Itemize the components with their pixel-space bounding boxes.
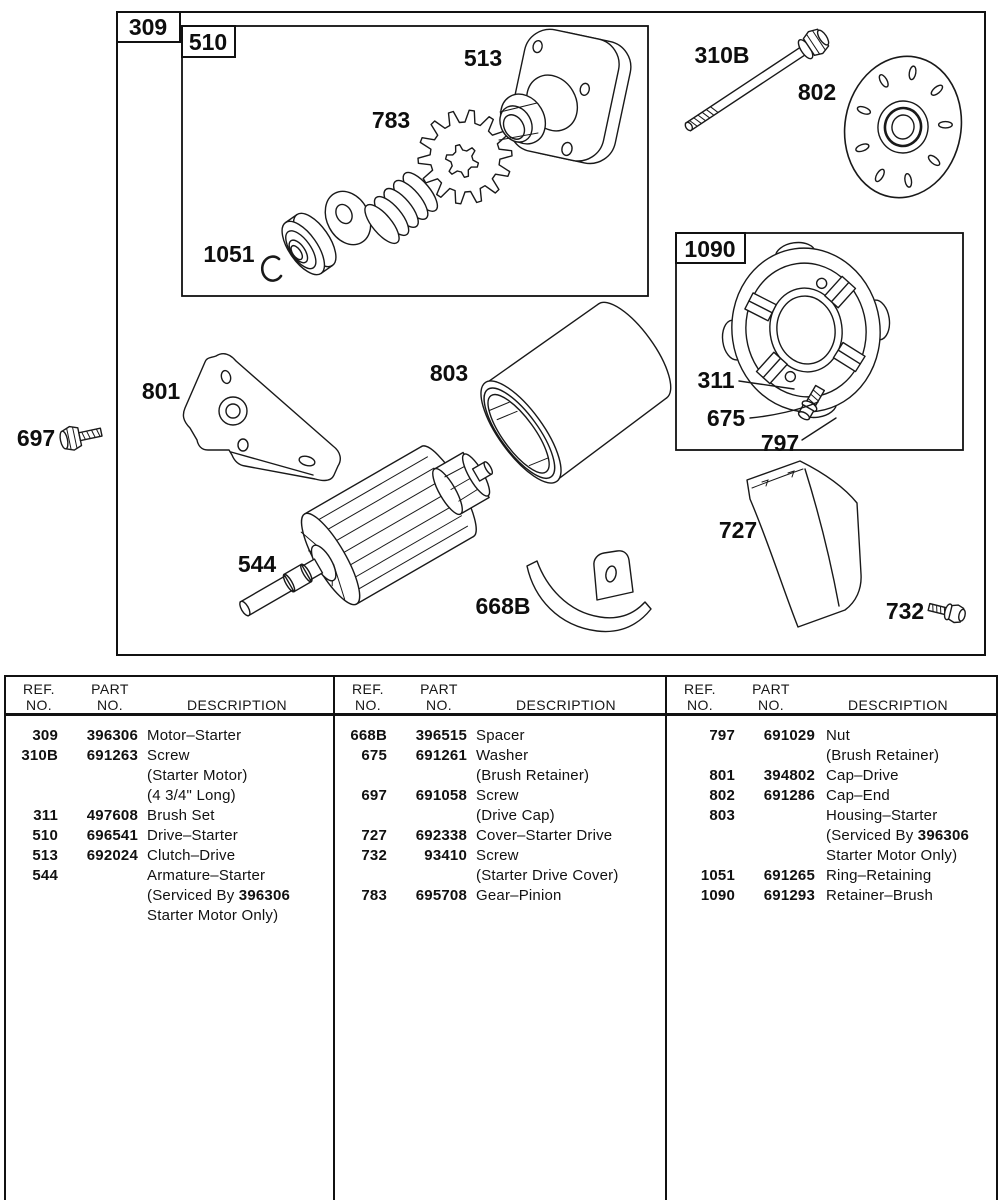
rows-container (6, 726, 333, 926)
brush-retainer-art (697, 231, 901, 456)
parts-column (6, 677, 333, 1200)
parts-table (4, 675, 998, 1200)
drive-cover-art (719, 461, 861, 627)
parts-column (335, 677, 665, 1200)
table-row-line: 802 691286 Cap–End (709, 787, 890, 804)
table-row-line: 675 691261 Washer (361, 747, 529, 764)
table-row-line: Starter Motor Only) (826, 847, 958, 864)
callout-675: 675 (706, 405, 746, 431)
callout-803: 803 (429, 360, 469, 386)
cover-screw-art (886, 598, 967, 625)
table-row-line: 1090 691293 Retainer–Brush (700, 887, 934, 904)
callout-732: 732 (885, 598, 925, 624)
column-header (335, 681, 665, 713)
table-row-line: 801 394802 Cap–Drive (709, 767, 899, 784)
header-description: DESCRIPTION (186, 697, 288, 713)
callout-310B: 310B (694, 42, 750, 68)
table-row-line: (Serviced By 396306 (826, 827, 970, 844)
callout-802: 802 (797, 79, 837, 105)
parts-column (667, 677, 994, 1200)
retaining-ring-art (203, 241, 281, 281)
table-row-line: 1051 691265 Ring–Retaining (700, 867, 932, 884)
header-description: DESCRIPTION (847, 697, 949, 713)
drive-cap-screw-art (17, 420, 104, 452)
table-row-line: 309 396306 Motor–Starter (32, 727, 242, 744)
callout-801: 801 (141, 378, 181, 404)
table-row-line: 513 692024 Clutch–Drive (32, 847, 236, 864)
spacer-art (476, 551, 651, 632)
table-row-line: (Starter Drive Cover) (476, 867, 619, 884)
rows-container (667, 726, 994, 906)
drive-cap-art (142, 354, 340, 481)
table-row-line: 310B 691263 Screw (21, 747, 190, 764)
table-row-line: 544 Armature–Starter (32, 867, 266, 884)
callout-797: 797 (760, 430, 800, 456)
callout-727: 727 (718, 517, 758, 543)
callout-783: 783 (371, 107, 411, 133)
callout-1090: 1090 (684, 236, 736, 262)
callout-544: 544 (237, 551, 277, 577)
rows-container (335, 726, 665, 906)
callout-697: 697 (16, 425, 56, 451)
table-row-line: 727 692338 Cover–Starter Drive (361, 827, 613, 844)
table-row-line: (Brush Retainer) (476, 767, 590, 784)
callout-513: 513 (463, 45, 503, 71)
header-part-no: PART NO. (91, 681, 129, 713)
callout-311: 311 (697, 367, 735, 393)
table-row-line: 732 93410 Screw (361, 847, 519, 864)
header-part-no: PART NO. (420, 681, 458, 713)
callout-1051: 1051 (203, 241, 255, 267)
header-description: DESCRIPTION (515, 697, 617, 713)
table-row-line: (Starter Motor) (147, 767, 248, 784)
table-row-line: 311 497608 Brush Set (33, 807, 215, 824)
table-row-line: (Drive Cap) (476, 807, 555, 824)
table-row-line: (Brush Retainer) (826, 747, 940, 764)
table-row-line: 668B 396515 Spacer (350, 727, 525, 744)
callout-668B: 668B (475, 593, 531, 619)
table-row-line: Starter Motor Only) (147, 907, 279, 924)
header-ref-no: REF. NO. (684, 681, 716, 713)
leader-797 (802, 418, 836, 440)
header-ref-no: REF. NO. (352, 681, 384, 713)
column-header (667, 681, 994, 713)
header-ref-no: REF. NO. (23, 681, 55, 713)
end-cap-art (798, 47, 973, 207)
table-row-line: 510 696541 Drive–Starter (32, 827, 238, 844)
header-part-no: PART NO. (752, 681, 790, 713)
table-row-line: 697 691058 Screw (361, 787, 519, 804)
column-header (6, 681, 333, 713)
table-row-line: 797 691029 Nut (709, 727, 850, 744)
table-row-line: 803 Housing–Starter (709, 807, 938, 824)
table-row-line: (Serviced By 396306 (147, 887, 291, 904)
callout-510: 510 (188, 29, 228, 55)
callout-309: 309 (128, 14, 168, 40)
table-row-line: (4 3/4" Long) (147, 787, 236, 804)
table-row-line: 783 695708 Gear–Pinion (361, 887, 562, 904)
